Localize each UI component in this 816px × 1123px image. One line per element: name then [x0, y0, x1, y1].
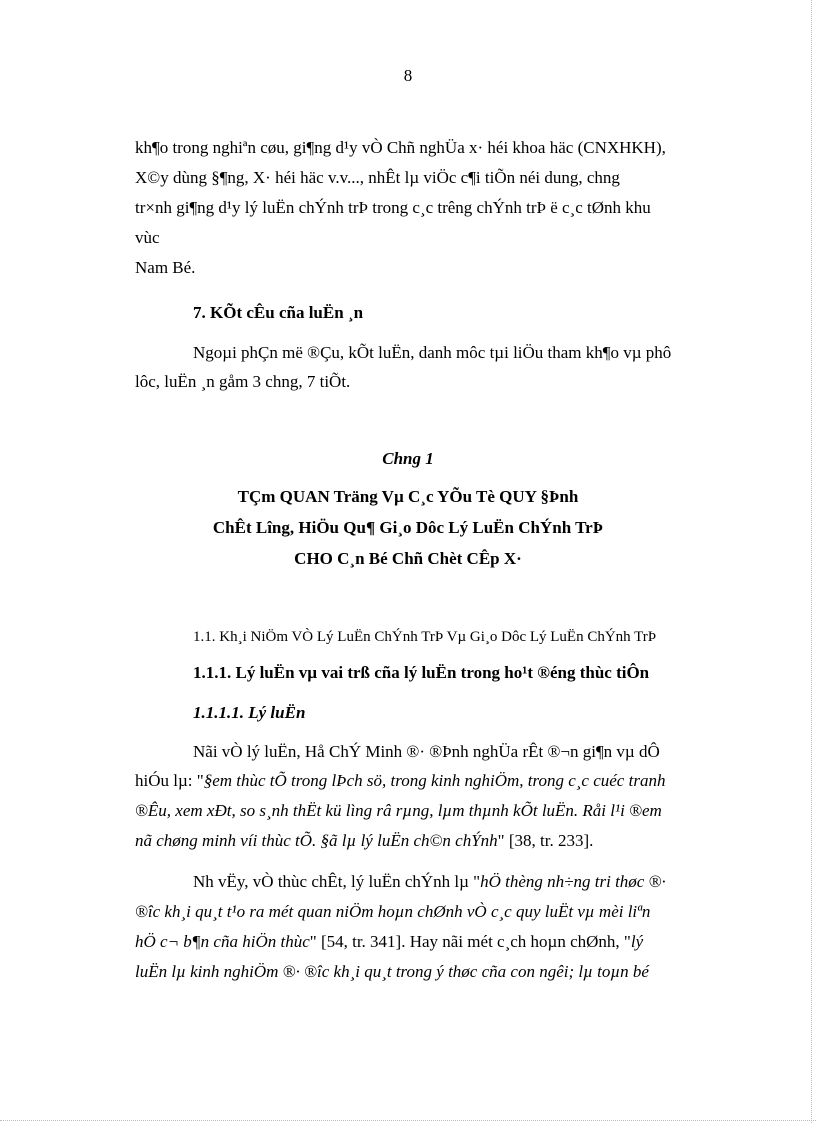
- paragraph-1-line-4: [135, 830, 593, 852]
- section-7-line-1: Ngoµi phÇn më ®Çu, kÕt luËn, danh môc tµi liÖu tham kh¶o vµ phô: [193, 343, 672, 362]
- section-1-1-heading: 1.1. Kh¸i NiÖm VÒ Lý LuËn ChÝnh TrÞ Vµ Gi¸o Dôc Lý LuËn ChÝnh TrÞ: [193, 629, 657, 645]
- section-7-heading: 7. KÕt cÊu cña luËn ¸n: [193, 303, 364, 322]
- chapter-title-line-2: ChÊt Lîng, HiÖu Qu¶ Gi¸o Dôc Lý LuËn ChÝnh TrÞ: [212, 518, 604, 537]
- section-1-1-1-heading: 1.1.1. Lý luËn vµ vai trß cña lý luËn trong ho¹t ®éng thùc tiÔn: [193, 663, 650, 682]
- paragraph-2-line-3: [135, 931, 643, 953]
- paragraph-2-line-1: [193, 871, 666, 893]
- paragraph-2-line-3-quote: hÖ c¬ b¶n cña hiÖn thùc: [135, 932, 310, 951]
- paragraph-2-line-4: luËn lµ kinh nghiÖm ®· ®îc kh¸i qu¸t trong ý thøc cña con ngêi; lµ toµn bé: [135, 962, 649, 981]
- section-1-1-1-1-heading: 1.1.1.1. Lý luËn: [193, 703, 306, 722]
- paragraph-2-line-3-quote-start: lý: [630, 932, 644, 951]
- chapter-label: Chng 1: [382, 449, 434, 468]
- paragraph-1-line-2: [135, 770, 665, 792]
- paragraph-2-line-3-citation: " [54, tr. 341]. Hay nãi mét c¸ch hoµn chØnh, ": [309, 932, 631, 951]
- intro-line-5: Nam Bé.: [135, 258, 196, 277]
- page-number: 8: [403, 66, 413, 85]
- chapter-title-line-3: CHO C¸n Bé Chñ Chèt CÊp X·: [294, 549, 522, 568]
- paragraph-1-line-2-quote: §em thùc tÕ trong lÞch sö, trong kinh nghiÖm, trong c¸c cuéc tranh: [203, 771, 666, 790]
- paragraph-1-line-3: ®Êu, xem xÐt, so s¸nh thËt kü lìng râ rµng, lµm thµnh kÕt luËn. Råi l¹i ®em: [135, 801, 662, 820]
- paragraph-1-line-2-normal: hiÓu lµ: ": [135, 771, 204, 790]
- paragraph-2-line-2: ®îc kh¸i qu¸t t¹o ra mét quan niÖm hoµn chØnh vÒ c¸c quy luËt vµ mèi liªn: [135, 902, 651, 921]
- chapter-title-line-1: TÇm QUAN Träng Vµ C¸c YÕu Tè QUY §Þnh: [237, 487, 579, 506]
- paragraph-1-line-4-citation: " [38, tr. 233].: [497, 831, 594, 850]
- intro-line-4: vùc: [135, 228, 160, 247]
- section-7-line-2: lôc, luËn ¸n gåm 3 chng, 7 tiÕt.: [135, 372, 351, 391]
- paragraph-1-line-1: Nãi vÒ lý luËn, Hå ChÝ Minh ®· ®Þnh nghÜa rÊt ®¬n gi¶n vµ dÔ: [193, 742, 660, 761]
- page-bottom-border: [0, 1120, 816, 1121]
- intro-line-1: kh¶o trong nghiªn cøu, gi¶ng d¹y vÒ Chñ nghÜa x· héi khoa häc (CNXHKH),: [135, 138, 666, 157]
- paragraph-2-line-1-normal: Nh vËy, vÒ thùc chÊt, lý luËn chÝnh lµ ": [193, 872, 481, 891]
- intro-line-3: tr×nh gi¶ng d¹y lý luËn chÝnh trÞ trong c¸c trêng chÝnh trÞ ë c¸c tØnh khu: [135, 198, 651, 217]
- intro-line-2: X©y dùng §¶ng, X· héi häc v.v..., nhÊt lµ viÖc c¶i tiÕn néi dung, chng: [135, 168, 620, 187]
- paragraph-2-line-1-quote: hÖ thèng nh÷ng tri thøc ®·: [480, 872, 666, 891]
- paragraph-1-line-4-quote: nã chøng minh víi thùc tÕ. §ã lµ lý luËn ch©n chÝnh: [135, 831, 498, 850]
- page-right-border: [811, 0, 812, 1123]
